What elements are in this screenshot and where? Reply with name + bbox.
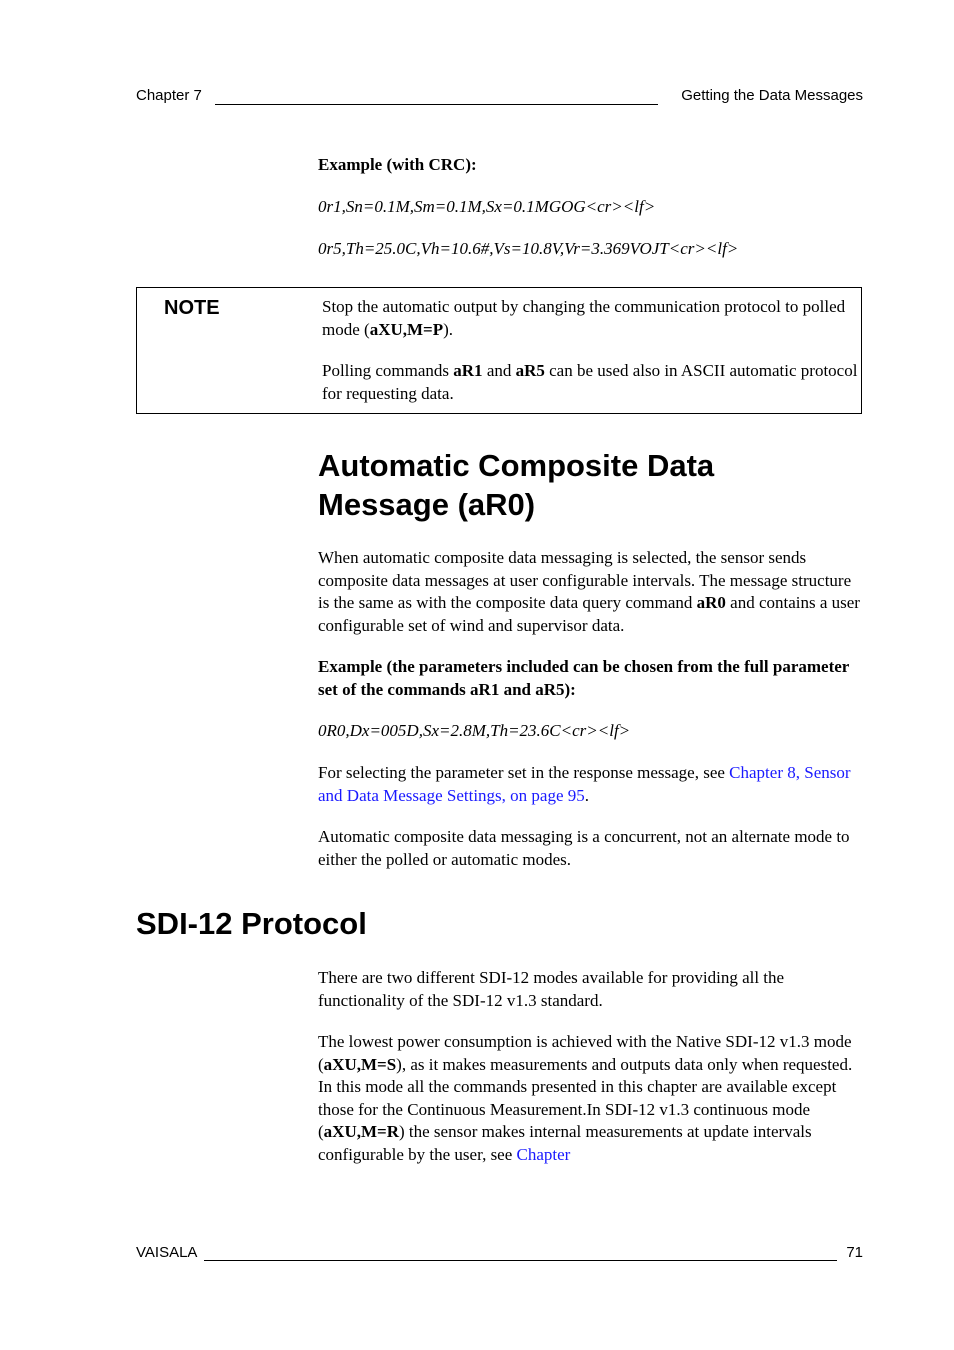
body-text: For selecting the parameter set in the response message, see — [318, 763, 730, 782]
cross-reference-link[interactable]: Chapter — [516, 1144, 571, 1164]
note-paragraph-1 — [322, 296, 858, 341]
header-section: Getting the Data Messages — [681, 87, 863, 104]
header-chapter: Chapter 7 — [136, 87, 202, 104]
sdi-paragraph-2 — [318, 1031, 863, 1166]
ar0-paragraph-2 — [318, 762, 863, 807]
page-number: 71 — [846, 1244, 863, 1261]
body-text: ) the sensor makes internal measurements at update intervals configurable by the user, see — [318, 1122, 812, 1164]
example-crc-line2: 0r5,Th=25.0C,Vh=10.6#,Vs=10.8V,Vr=3.369VOJT<cr><lf> — [318, 239, 739, 258]
cross-reference-link[interactable]: Chapter 8, Sensor and Data Message Settings, on page 95 — [318, 763, 851, 805]
note-text: Polling commands — [322, 361, 454, 380]
note-command: aXU,M=P — [369, 319, 444, 339]
command-text: aR0 — [696, 593, 726, 612]
command-text: aXU,M=S — [323, 1054, 397, 1074]
note-text: can be used also in ASCII automatic protocol for requesting data. — [322, 361, 858, 403]
body-text: The lowest power consumption is achieved with the Native SDI-12 v1.3 mode ( — [318, 1032, 852, 1074]
footer-rule — [204, 1260, 837, 1261]
note-command: aR5 — [515, 361, 545, 380]
note-command: aR1 — [453, 361, 483, 380]
section-title-sdi12: SDI-12 Protocol — [136, 906, 367, 941]
ar0-paragraph-3: Automatic composite data messaging is a concurrent, not an alternate mode to either the polled or automatic modes. — [318, 827, 850, 869]
note-text: ). — [443, 319, 454, 339]
note-text: Stop the automatic output by changing the communication protocol to polled mode ( — [322, 297, 846, 339]
example-crc-line1: 0r1,Sn=0.1M,Sm=0.1M,Sx=0.1MGOG<cr><lf> — [318, 197, 656, 216]
command-text: aXU,M=R — [323, 1122, 399, 1141]
sdi-paragraph-1: There are two different SDI-12 modes available for providing all the functionality of the SDI-12 v1.3 standard. — [318, 968, 785, 1010]
header-rule — [215, 104, 658, 105]
section-title-ar0-line2: Message (aR0) — [318, 487, 536, 522]
note-label: NOTE — [164, 297, 220, 319]
body-text: ), as it makes measurements and outputs data only when requested. In this mode all the commands presented in this chapter are available except those for the Continuous Measurement.In SDI-12 v1.3 continuous mode ( — [318, 1054, 853, 1141]
section-title-ar0-line1: Automatic Composite Data — [318, 448, 715, 483]
ar0-example-line: 0R0,Dx=005D,Sx=2.8M,Th=23.6C<cr><lf> — [318, 721, 631, 740]
example-crc-heading: Example (with CRC): — [318, 155, 477, 174]
note-text: and — [482, 361, 516, 380]
ar0-paragraph-1 — [318, 547, 863, 637]
footer-company: VAISALA — [136, 1244, 198, 1261]
body-text: When automatic composite data messaging is selected, the sensor sends composite data messages at user configurable intervals. The message structure is the same as with the composite data query command — [318, 548, 852, 612]
body-text: and contains a user configurable set of wind and supervisor data. — [318, 593, 860, 635]
body-text: . — [584, 785, 589, 805]
ar0-example-heading: Example (the parameters included can be chosen from the full parameter set of the commands aR1 and aR5): — [318, 657, 850, 699]
note-box — [136, 287, 862, 414]
note-paragraph-2 — [322, 360, 858, 405]
